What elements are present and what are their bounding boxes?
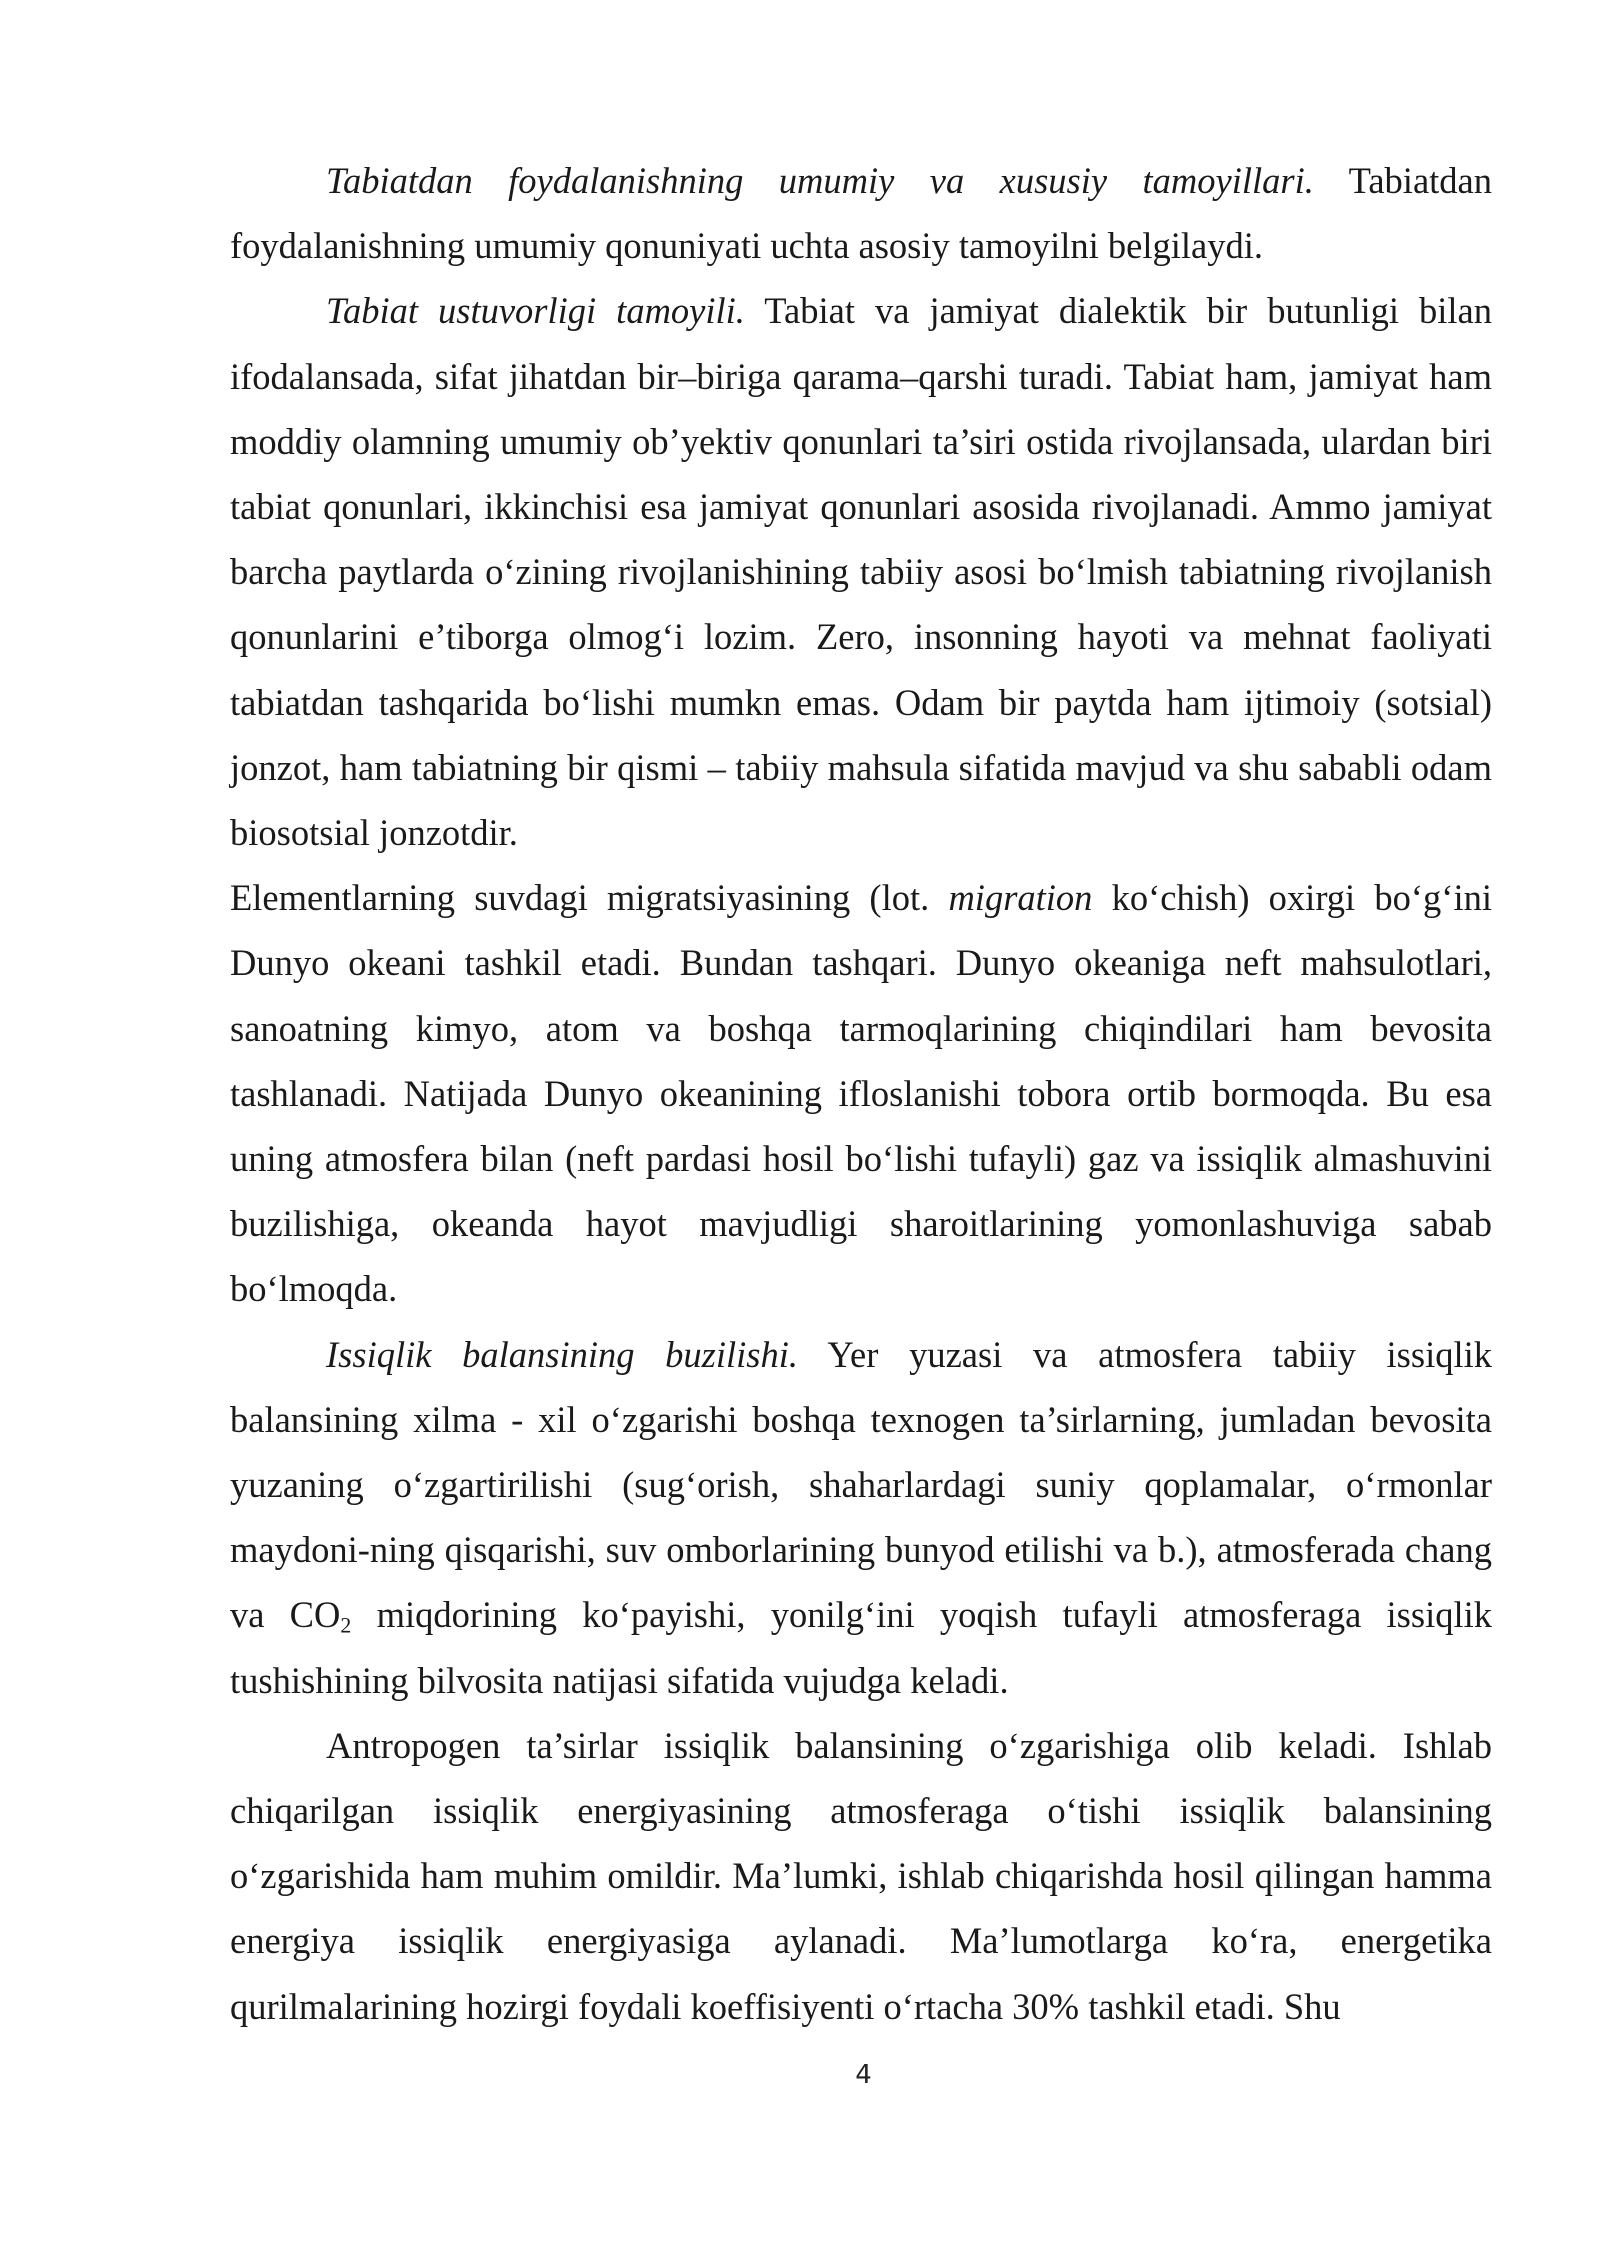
paragraph-text: ko‘chish) oxirgi bo‘g‘ini Dunyo okeani tashkil etadi. Bundan tashqari. Dunyo okeaniga neft mahsulotlari, sanoatning kimyo, atom va boshqa tarmoqlarining chiqindilari ham bevosita tashlanadi. Natijada Dunyo okeanining ifloslanishi tobora ortib bormoqda. Bu esa uning atmosfera bilan (neft pardasi hosil bo‘lishi tufayli) gaz va issiqlik almashuvini buzilishiga, okeanda hayot mavjudligi sharoitlarining yomonlashuviga sabab bo‘lmoqda. <box>230 877 1492 1310</box>
paragraph-title: Issiqlik balansining buzilishi. <box>326 1333 799 1375</box>
co2-subscript: 2 <box>340 1612 352 1638</box>
paragraph-nature-priority <box>230 278 1492 865</box>
paragraph-text: miqdorining ko‘payishi, yonilg‘ini yoqish tufayli atmosferaga issiqlik tushishining bilvosita natijasi sifatida vujudga keladi. <box>230 1594 1492 1701</box>
latin-term: migration <box>948 877 1093 919</box>
paragraph-title: Tabiat ustuvorligi tamoyili. <box>326 290 745 332</box>
paragraph-text: Tabiatdan foydalanishning umumiy qonuniyati uchta asosiy tamoyilni belgilaydi. <box>230 160 1492 267</box>
page-number: 4 <box>855 2060 872 2090</box>
paragraph-heat-balance <box>230 1322 1492 1713</box>
paragraph-text: Tabiat va jamiyat dialektik bir butunligi bilan ifodalansada, sifat jihatdan bir–biriga qarama–qarshi turadi. Tabiat ham, jamiyat ham moddiy olamning umumiy ob’yektiv qonunlari ta’siri ostida rivojlansada, ulardan biri tabiat qonunlari, ikkinchisi esa jamiyat qonunlari asosida rivojlanadi. Ammo jamiyat barcha paytlarda o‘zining rivojlanishining tabiiy asosi bo‘lmish tabiatning rivojlanish qonunlarini e’tiborga olmog‘i lozim. Zero, insonning hayoti va mehnat faoliyati tabiatdan tashqarida bo‘lishi mumkn emas. Odam bir paytda ham ijtimoiy (sotsial) jonzot, ham tabiatning bir qismi – tabiiy mahsula sifatida mavjud va shu sababli odam biosotsial jonzotdir. <box>230 290 1493 854</box>
paragraph-title: Tabiatdan foydalanishning umumiy va xususiy tamoyillari. <box>326 160 1314 201</box>
paragraph-anthropogen <box>230 1713 1492 2039</box>
paragraph-migration <box>230 865 1492 1321</box>
paragraph-principles <box>230 148 1492 278</box>
paragraph-text: Elementlarning suvdagi migratsiyasining (lot. <box>230 877 949 919</box>
paragraph-text: Antropogen ta’sirlar issiqlik balansining o‘zgarishiga olib keladi. Ishlab chiqarilgan issiqlik energiyasining atmosferaga o‘tishi issiqlik balansining o‘zgarishida ham muhim omildir. Ma’lumki, ishlab chiqarishda hosil qilingan hamma energiya issiqlik energiyasiga aylanadi. Ma’lumotlarga ko‘ra, energetika qurilmalarining hozirgi foydali koeffisiyenti o‘rtacha 30% tashkil etadi. Shu <box>230 1724 1492 2027</box>
paragraph-text: Yer yuzasi va atmosfera tabiiy issiqlik balansining xilma - xil o‘zgarishi boshqa texnogen ta’sirlarning, jumladan bevosita yuzaning o‘zgartirilishi (sug‘orish, shaharlardagi suniy qoplamalar, o‘rmonlar maydoni-ning qisqarishi, suv omborlarining bunyod etilishi va b.), atmosferada chang va CO <box>230 1333 1492 1636</box>
document-page <box>230 148 1492 2039</box>
